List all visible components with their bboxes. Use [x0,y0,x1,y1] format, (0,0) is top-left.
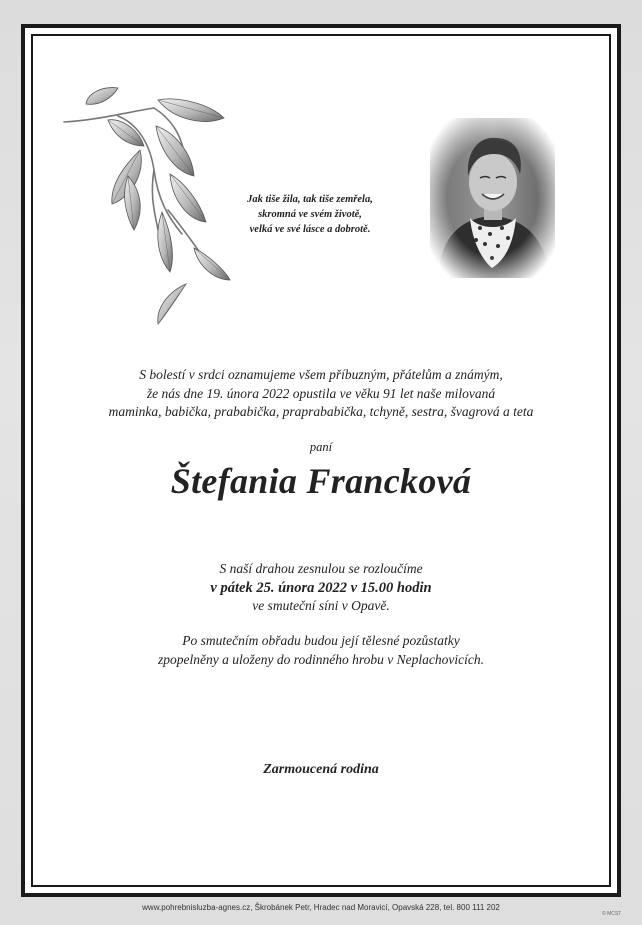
deceased-name: Štefania Francková [170,461,472,501]
leaf-branch-icon [58,82,238,330]
burial-line: Po smutečním obřadu budou její tělesné pozůstatky [182,633,460,648]
burial-line: zpopelněny a uloženy do rodinného hrobu v Neplachovicích. [158,651,484,667]
funeral-service-footer: www.pohrebnisluzba-agnes.cz, Škrobánek Petr, Hradec nad Moravicí, Opavská 228, tel. 800 111 202 [142,903,500,912]
motto-line: velká ve své lásce a dobrotě. [249,224,371,235]
burial-note [60,632,582,669]
announcement-line: S bolestí v srdci oznamujeme všem příbuzným, přátelům a známým, [139,367,503,382]
signature: Zarmoucená rodina [263,762,379,777]
announcement-text [60,366,582,422]
honorific: paní [309,440,333,454]
memorial-motto [224,192,396,237]
motto-line: skromná ve svém životě, [258,209,362,220]
funeral-datetime: v pátek 25. února 2022 v 15.00 hodin [210,579,432,596]
announcement-line: maminka, babička, prababička, praprababička, tchyně, sestra, švagrová a teta [108,404,534,419]
motto-line: Jak tiše žila, tak tiše zemřela, [247,194,373,205]
portrait-photo [430,118,555,278]
funeral-line: S naší drahou zesnulou se rozloučíme [219,561,423,576]
announcement-line: že nás dne 19. února 2022 opustila ve věku 91 let naše milovaná [146,385,496,401]
funeral-place: ve smuteční síni v Opavě. [252,598,390,613]
copyright-mark: © MCST [602,911,622,917]
funeral-details [60,560,582,616]
